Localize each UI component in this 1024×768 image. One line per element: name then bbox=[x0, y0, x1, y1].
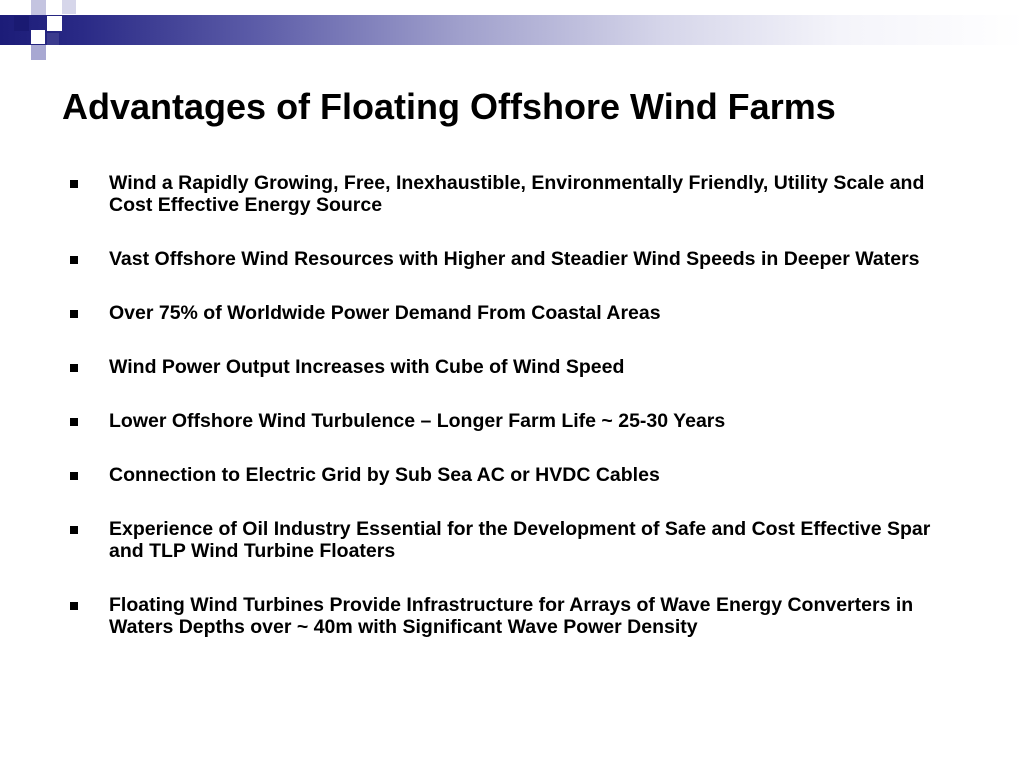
bullet-item bbox=[70, 356, 970, 378]
bullet-square-icon bbox=[70, 180, 78, 188]
slide-title: Advantages of Floating Offshore Wind Farms bbox=[62, 86, 836, 127]
decorative-square bbox=[31, 30, 45, 44]
bullet-text: Connection to Electric Grid by Sub Sea AC or HVDC Cables bbox=[109, 464, 660, 486]
bullet-text: Wind Power Output Increases with Cube of Wind Speed bbox=[109, 356, 625, 378]
decorative-square bbox=[62, 0, 76, 14]
bullet-item bbox=[70, 594, 970, 638]
decorative-square bbox=[14, 16, 29, 31]
bullet-item bbox=[70, 464, 970, 486]
bullet-text: Over 75% of Worldwide Power Demand From Coastal Areas bbox=[109, 302, 661, 324]
bullet-item bbox=[70, 518, 970, 562]
bullet-square-icon bbox=[70, 418, 78, 426]
bullet-square-icon bbox=[70, 602, 78, 610]
bullet-square-icon bbox=[70, 526, 78, 534]
bullet-square-icon bbox=[70, 256, 78, 264]
decorative-square bbox=[31, 45, 46, 60]
bullet-item bbox=[70, 410, 970, 432]
header-gradient-band bbox=[0, 15, 1024, 45]
decorative-square bbox=[47, 33, 59, 45]
bullet-item bbox=[70, 302, 970, 324]
bullet-text: Experience of Oil Industry Essential for the Development of Safe and Cost Effective Spar and TLP Wind Turbine Floaters bbox=[109, 518, 931, 562]
bullet-text: Floating Wind Turbines Provide Infrastructure for Arrays of Wave Energy Converters in Waters Depths over ~ 40m with Significant Wave Power Density bbox=[109, 594, 914, 638]
decorative-square bbox=[47, 16, 62, 31]
bullet-item bbox=[70, 172, 970, 216]
bullet-square-icon bbox=[70, 472, 78, 480]
decorative-square bbox=[31, 0, 46, 15]
bullet-text: Vast Offshore Wind Resources with Higher and Steadier Wind Speeds in Deeper Waters bbox=[109, 248, 920, 270]
bullet-item bbox=[70, 248, 970, 270]
bullet-square-icon bbox=[70, 310, 78, 318]
bullet-text: Wind a Rapidly Growing, Free, Inexhaustible, Environmentally Friendly, Utility Scale and Cost Effective Energy Source bbox=[109, 172, 925, 216]
bullet-text: Lower Offshore Wind Turbulence – Longer Farm Life ~ 25-30 Years bbox=[109, 410, 726, 432]
bullet-list bbox=[70, 172, 970, 670]
bullet-square-icon bbox=[70, 364, 78, 372]
